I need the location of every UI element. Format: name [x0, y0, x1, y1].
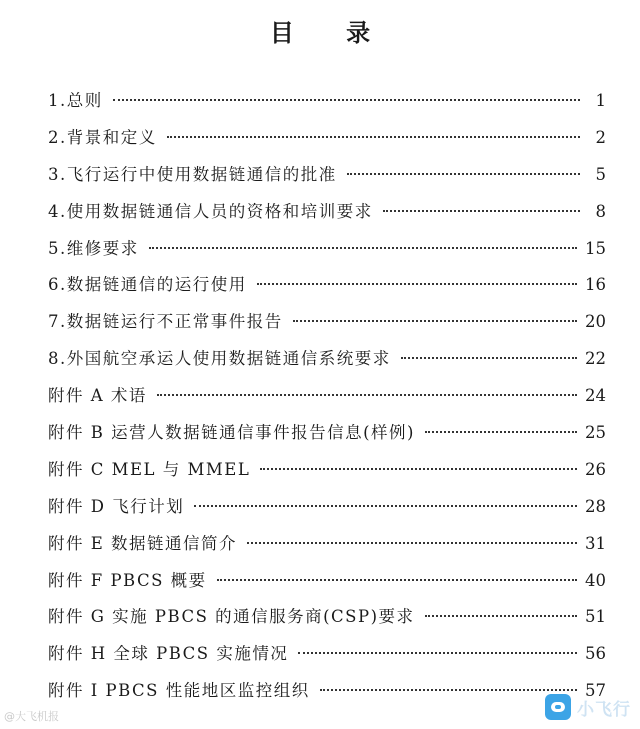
toc-entry-label: 附件 E 数据链通信简介: [48, 533, 238, 553]
toc-entry: [48, 415, 606, 452]
toc-entry-page: 20: [585, 312, 606, 332]
dot-leader: [257, 282, 577, 285]
dot-leader: [293, 319, 577, 322]
dot-leader: [383, 209, 580, 212]
dot-leader: [217, 578, 577, 581]
dot-leader: [320, 688, 577, 691]
toc-entry-label: 3.飞行运行中使用数据链通信的批准: [48, 164, 337, 184]
dot-leader: [194, 504, 577, 507]
toc-entry: [48, 673, 606, 710]
toc-entry-page: 24: [585, 386, 606, 406]
toc-entry-page: 5: [595, 164, 606, 184]
toc-entry: [48, 267, 606, 304]
toc-entry-page: 51: [585, 607, 606, 627]
dot-leader: [298, 651, 577, 654]
toc-entry-page: 8: [595, 201, 606, 221]
toc-entry-label: 附件 C MEL 与 MMEL: [48, 459, 251, 479]
toc-entry: [48, 304, 606, 341]
toc-entry-page: 15: [585, 238, 606, 258]
toc-entry-label: 1.总则: [48, 91, 103, 110]
table-of-contents: [48, 83, 606, 710]
toc-entry-page: 56: [585, 644, 606, 664]
toc-entry-page: 28: [585, 496, 606, 516]
toc-entry-page: 26: [585, 459, 606, 479]
toc-entry-page: 22: [585, 349, 606, 369]
watermark-right-text: 小飞行: [577, 699, 631, 720]
dot-leader: [149, 246, 577, 249]
toc-entry: [48, 83, 606, 120]
toc-entry-page: 40: [585, 570, 606, 590]
cloud-logo-icon: [545, 694, 571, 720]
toc-entry: [48, 599, 606, 636]
toc-entry: [48, 157, 606, 194]
toc-entry-label: 附件 D 飞行计划: [48, 496, 185, 516]
dot-leader: [347, 172, 580, 175]
dot-leader: [157, 393, 577, 396]
toc-entry-label: 4.使用数据链通信人员的资格和培训要求: [48, 201, 373, 221]
dot-leader: [113, 98, 580, 101]
dot-leader: [401, 356, 577, 359]
toc-entry-page: 31: [585, 533, 606, 553]
toc-entry: [48, 489, 606, 526]
toc-entry-page: 25: [585, 423, 606, 443]
toc-entry-label: 附件 A 术语: [48, 386, 147, 406]
dot-leader: [425, 614, 577, 617]
toc-entry: [48, 120, 606, 157]
toc-entry-page: 16: [585, 275, 606, 295]
toc-entry-label: 6.数据链通信的运行使用: [48, 275, 247, 295]
toc-entry: [48, 526, 606, 563]
toc-entry: [48, 452, 606, 489]
toc-entry-page: 57: [585, 681, 606, 701]
dot-leader: [247, 541, 577, 544]
toc-entry-label: 附件 B 运营人数据链通信事件报告信息(样例): [48, 423, 415, 443]
toc-entry-label: 附件 I PBCS 性能地区监控组织: [48, 681, 310, 701]
dot-leader: [167, 135, 580, 138]
toc-entry-label: 8.外国航空承运人使用数据链通信系统要求: [48, 349, 391, 369]
toc-entry: [48, 636, 606, 673]
toc-entry-label: 5.维修要求: [48, 238, 139, 258]
toc-entry-label: 2.背景和定义: [48, 127, 157, 147]
toc-entry-label: 7.数据链运行不正常事件报告: [48, 312, 283, 332]
toc-entry: [48, 231, 606, 268]
toc-entry-label: 附件 F PBCS 概要: [48, 570, 207, 590]
toc-entry: [48, 378, 606, 415]
watermark-right: [545, 688, 637, 726]
toc-entry: [48, 563, 606, 600]
toc-entry-page: 2: [595, 127, 606, 147]
toc-entry: [48, 194, 606, 231]
toc-entry-label: 附件 H 全球 PBCS 实施情况: [48, 644, 289, 664]
toc-entry: [48, 341, 606, 378]
dot-leader: [260, 467, 577, 470]
toc-entry-page: 1: [595, 91, 606, 110]
watermark-left: @大飞机报: [4, 710, 59, 723]
page-title: 目 录: [269, 19, 393, 47]
toc-entry-label: 附件 G 实施 PBCS 的通信服务商(CSP)要求: [48, 607, 415, 627]
dot-leader: [425, 430, 577, 433]
